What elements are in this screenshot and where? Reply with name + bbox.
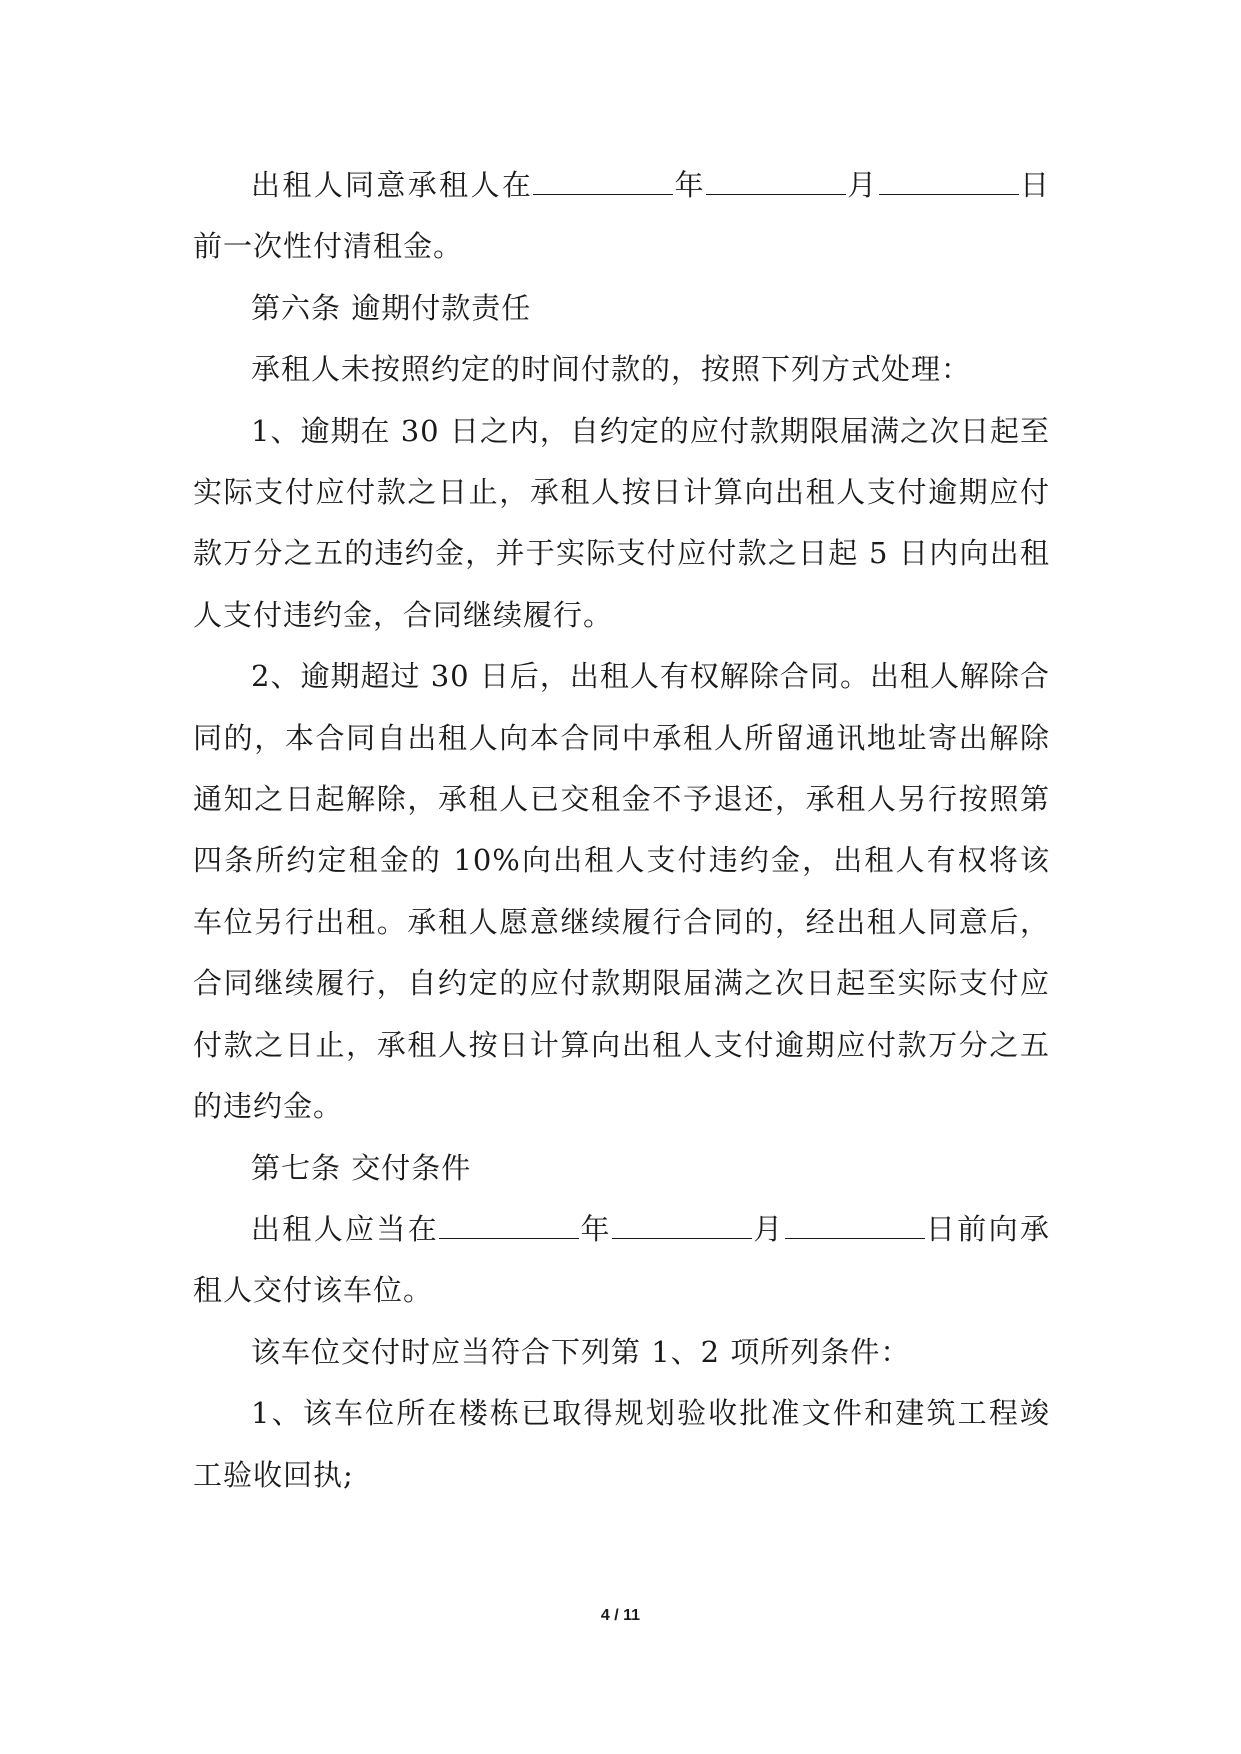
late-payment-intro-paragraph: 承租人未按照约定的时间付款的，按照下列方式处理： [251, 352, 972, 387]
delivery-deadline-text-b: 年 [579, 1211, 612, 1246]
delivery-deadline-text-c: 月 [751, 1211, 785, 1246]
delivery-deadline-paragraph [193, 1199, 1050, 1322]
month-blank-field [706, 169, 846, 195]
year-blank-field [533, 169, 673, 195]
payment-deadline-text-d: 日前一次性付清租金。 [193, 168, 1050, 264]
article-six-heading: 第六条 逾期付款责任 [251, 290, 532, 325]
payment-deadline-text-b: 年 [673, 168, 706, 202]
delivery-condition-1: 1、该车位所在楼栋已取得规划验收批准文件和建筑工程竣工验收回执; [193, 1396, 1050, 1492]
day-blank-field [879, 169, 1019, 195]
page-number: 4 / 11 [600, 1607, 641, 1624]
delivery-month-blank-field [612, 1213, 752, 1239]
payment-deadline-text-c: 月 [845, 168, 879, 202]
delivery-day-blank-field [785, 1213, 925, 1239]
late-payment-clause-1: 1、逾期在 30 日之内，自约定的应付款期限届满之次日起至实际支付应付款之日止，承租人按日计算向出租人支付逾期应付款万分之五的违约金，并于实际支付应付款之日起 5 日内向出租人支付违约金，合同继续履行。 [193, 413, 1050, 632]
delivery-year-blank-field [439, 1213, 579, 1239]
delivery-conditions-intro: 该车位交付时应当符合下列第 1、2 项所列条件： [251, 1334, 911, 1369]
delivery-deadline-text-d: 日前向承租人交付该车位。 [193, 1211, 1050, 1308]
payment-deadline-text-a: 出租人同意承租人在 [251, 168, 534, 202]
payment-deadline-paragraph [193, 155, 1050, 278]
late-payment-clause-2: 2、逾期超过 30 日后，出租人有权解除合同。出租人解除合同的，本合同自出租人向本合同中承租人所留通讯地址寄出解除通知之日起解除，承租人已交租金不予退还，承租人另行按照第四条所约定租金的 10%向出租人支付违约金，出租人有权将该车位另行出租。承租人愿意继续履行合同的，经出租人同意后，合同继续履行，自约定的应付款期限届满之次日起至实际支付应付款之日止，承租人按日计算向出租人支付逾期应付款万分之五的违约金。 [193, 659, 1050, 1124]
delivery-deadline-text-a: 出租人应当在 [251, 1211, 440, 1246]
document-body [193, 155, 1050, 1506]
article-seven-heading: 第七条 交付条件 [251, 1150, 472, 1185]
